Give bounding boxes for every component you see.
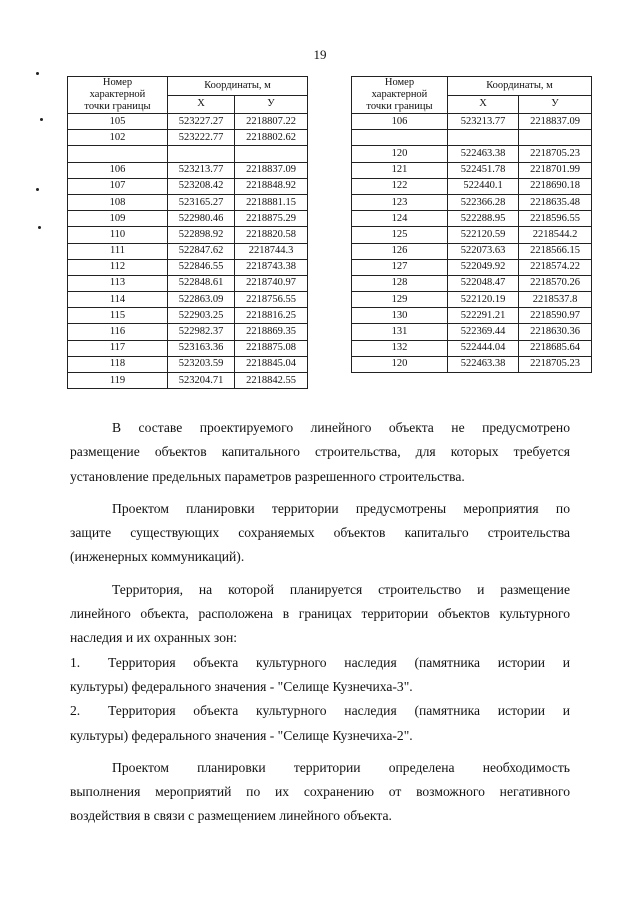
table-row	[352, 227, 592, 243]
header-coordinates: Координаты, м	[168, 77, 308, 96]
paragraph-2: Проектом планировки территории предусмотрены мероприятия по защите существующих сохраняемых объектов капитальго строительства (инженерных коммуникаций).	[70, 500, 570, 565]
page-number: 19	[313, 47, 327, 62]
point-number-cell: 122	[352, 178, 448, 194]
point-number-cell: 111	[68, 243, 168, 259]
y-coordinate-cell: 2218744.3	[235, 243, 308, 259]
y-coordinate-cell: 2218685.64	[519, 340, 592, 356]
point-number-cell	[68, 146, 168, 162]
x-coordinate-cell: 523222.77	[168, 130, 235, 146]
point-number-cell: 117	[68, 340, 168, 356]
x-coordinate-cell: 522444.04	[448, 340, 519, 356]
table-row	[68, 146, 308, 162]
header-y: У	[235, 95, 308, 114]
point-number-cell: 119	[68, 373, 168, 389]
list-item-2: 2. Территория объекта культурного наследия (памятника истории и культуры) федерального значения - "Селище Кузнечиха-2".	[70, 699, 570, 748]
x-coordinate-cell: 522847.62	[168, 243, 235, 259]
table-row	[68, 227, 308, 243]
x-coordinate-cell: 522048.47	[448, 275, 519, 291]
header-coordinates: Координаты, м	[448, 77, 592, 96]
point-number-cell: 127	[352, 259, 448, 275]
table-row	[352, 114, 592, 130]
x-coordinate-cell: 522863.09	[168, 292, 235, 308]
table-row	[352, 194, 592, 210]
y-coordinate-cell: 2218756.55	[235, 292, 308, 308]
x-coordinate-cell: 522846.55	[168, 259, 235, 275]
point-number-cell: 130	[352, 308, 448, 324]
point-number-cell: 131	[352, 324, 448, 340]
header-point-number: Номер характерной точки границы	[352, 77, 448, 114]
point-number-cell: 128	[352, 275, 448, 291]
y-coordinate-cell: 2218837.09	[235, 162, 308, 178]
table-row	[68, 356, 308, 372]
y-coordinate-cell: 2218807.22	[235, 114, 308, 130]
x-coordinate-cell: 522120.59	[448, 227, 519, 243]
list-item-1: 1. Территория объекта культурного наследия (памятника истории и культуры) федерального значения - "Селище Кузнечиха-3".	[70, 651, 570, 700]
point-number-cell: 107	[68, 178, 168, 194]
table-row	[68, 194, 308, 210]
point-number-cell: 126	[352, 243, 448, 259]
point-number-cell	[352, 130, 448, 146]
point-number-cell: 125	[352, 227, 448, 243]
point-number-cell: 106	[68, 162, 168, 178]
body-text	[70, 416, 570, 829]
y-coordinate-cell: 2218837.09	[519, 114, 592, 130]
x-coordinate-cell: 522369.44	[448, 324, 519, 340]
y-coordinate-cell	[519, 130, 592, 146]
x-coordinate-cell: 523213.77	[168, 162, 235, 178]
point-number-cell: 102	[68, 130, 168, 146]
y-coordinate-cell: 2218845.04	[235, 356, 308, 372]
x-coordinate-cell: 522288.95	[448, 211, 519, 227]
x-coordinate-cell: 523204.71	[168, 373, 235, 389]
y-coordinate-cell: 2218816.25	[235, 308, 308, 324]
point-number-cell: 105	[68, 114, 168, 130]
table-row	[68, 162, 308, 178]
point-number-cell: 118	[68, 356, 168, 372]
coordinates-table-right	[351, 76, 592, 373]
x-coordinate-cell: 523213.77	[448, 114, 519, 130]
coordinates-table-left	[67, 76, 308, 389]
table-row	[352, 292, 592, 308]
table-row	[352, 130, 592, 146]
y-coordinate-cell: 2218574.22	[519, 259, 592, 275]
x-coordinate-cell: 522049.92	[448, 259, 519, 275]
point-number-cell: 113	[68, 275, 168, 291]
y-coordinate-cell: 2218537.8	[519, 292, 592, 308]
y-coordinate-cell: 2218566.15	[519, 243, 592, 259]
table-row	[68, 308, 308, 324]
table-row	[68, 114, 308, 130]
x-coordinate-cell	[168, 146, 235, 162]
y-coordinate-cell: 2218820.58	[235, 227, 308, 243]
table-body	[352, 114, 592, 373]
point-number-cell: 106	[352, 114, 448, 130]
table-row	[352, 340, 592, 356]
y-coordinate-cell: 2218590.97	[519, 308, 592, 324]
y-coordinate-cell: 2218848.92	[235, 178, 308, 194]
x-coordinate-cell	[448, 130, 519, 146]
x-coordinate-cell: 522903.25	[168, 308, 235, 324]
paragraph-3: Территория, на которой планируется строительство и размещение линейного объекта, расположена в границах территории объектов культурного наследия и их охранных зон:	[70, 581, 570, 646]
x-coordinate-cell: 522120.19	[448, 292, 519, 308]
x-coordinate-cell: 522440.1	[448, 178, 519, 194]
point-number-cell: 108	[68, 194, 168, 210]
point-number-cell: 129	[352, 292, 448, 308]
point-number-cell: 123	[352, 194, 448, 210]
x-coordinate-cell: 522291.21	[448, 308, 519, 324]
y-coordinate-cell	[235, 146, 308, 162]
x-coordinate-cell: 522980.46	[168, 211, 235, 227]
y-coordinate-cell: 2218635.48	[519, 194, 592, 210]
point-number-cell: 110	[68, 227, 168, 243]
x-coordinate-cell: 522451.78	[448, 162, 519, 178]
y-coordinate-cell: 2218705.23	[519, 146, 592, 162]
x-coordinate-cell: 523165.27	[168, 194, 235, 210]
table-row	[68, 130, 308, 146]
paragraph-1: В составе проектируемого линейного объекта не предусмотрено размещение объектов капитального строительства, для которых требуется установление предельных параметров разрешенного строительства.	[70, 420, 570, 484]
y-coordinate-cell: 2218743.38	[235, 259, 308, 275]
table-row	[68, 373, 308, 389]
header-y: У	[519, 95, 592, 114]
y-coordinate-cell: 2218705.23	[519, 356, 592, 372]
table-row	[68, 324, 308, 340]
table-row	[352, 243, 592, 259]
point-number-cell: 120	[352, 356, 448, 372]
x-coordinate-cell: 522366.28	[448, 194, 519, 210]
table-row	[68, 178, 308, 194]
table-row	[352, 324, 592, 340]
point-number-cell: 112	[68, 259, 168, 275]
table-row	[352, 275, 592, 291]
point-number-cell: 124	[352, 211, 448, 227]
header-x: X	[448, 95, 519, 114]
table-row	[68, 275, 308, 291]
y-coordinate-cell: 2218740.97	[235, 275, 308, 291]
table-row	[352, 308, 592, 324]
y-coordinate-cell: 2218875.08	[235, 340, 308, 356]
table-row	[68, 340, 308, 356]
table-row	[68, 292, 308, 308]
scan-mark	[38, 226, 41, 229]
scan-mark	[36, 188, 39, 191]
scan-mark	[36, 72, 39, 75]
point-number-cell: 116	[68, 324, 168, 340]
point-number-cell: 120	[352, 146, 448, 162]
scan-mark	[40, 118, 43, 121]
x-coordinate-cell: 523203.59	[168, 356, 235, 372]
x-coordinate-cell: 522463.38	[448, 146, 519, 162]
table-row	[352, 211, 592, 227]
y-coordinate-cell: 2218875.29	[235, 211, 308, 227]
x-coordinate-cell: 522898.92	[168, 227, 235, 243]
point-number-cell: 121	[352, 162, 448, 178]
table-row	[68, 211, 308, 227]
x-coordinate-cell: 522463.38	[448, 356, 519, 372]
y-coordinate-cell: 2218544.2	[519, 227, 592, 243]
table-row	[352, 178, 592, 194]
y-coordinate-cell: 2218630.36	[519, 324, 592, 340]
x-coordinate-cell: 522073.63	[448, 243, 519, 259]
header-point-number: Номер характерной точки границы	[68, 77, 168, 114]
table-row	[68, 259, 308, 275]
table-body	[68, 114, 308, 389]
list-number: 1.	[70, 654, 81, 670]
table-row	[352, 259, 592, 275]
y-coordinate-cell: 2218802.62	[235, 130, 308, 146]
table-row	[68, 243, 308, 259]
y-coordinate-cell: 2218869.35	[235, 324, 308, 340]
header-x: X	[168, 95, 235, 114]
x-coordinate-cell: 523163.36	[168, 340, 235, 356]
y-coordinate-cell: 2218690.18	[519, 178, 592, 194]
x-coordinate-cell: 523208.42	[168, 178, 235, 194]
point-number-cell: 132	[352, 340, 448, 356]
list-number: 2.	[70, 703, 81, 719]
paragraph-4: Проектом планировки территории определена необходимость выполнения мероприятий по их сохранению от возможного негативного воздействия в связи с размещением линейного объекта.	[70, 759, 570, 824]
table-row	[352, 162, 592, 178]
y-coordinate-cell: 2218570.26	[519, 275, 592, 291]
point-number-cell: 115	[68, 308, 168, 324]
x-coordinate-cell: 523227.27	[168, 114, 235, 130]
y-coordinate-cell: 2218881.15	[235, 194, 308, 210]
table-row	[352, 356, 592, 372]
x-coordinate-cell: 522982.37	[168, 324, 235, 340]
table-row	[352, 146, 592, 162]
point-number-cell: 114	[68, 292, 168, 308]
y-coordinate-cell: 2218596.55	[519, 211, 592, 227]
y-coordinate-cell: 2218701.99	[519, 162, 592, 178]
y-coordinate-cell: 2218842.55	[235, 373, 308, 389]
point-number-cell: 109	[68, 211, 168, 227]
x-coordinate-cell: 522848.61	[168, 275, 235, 291]
